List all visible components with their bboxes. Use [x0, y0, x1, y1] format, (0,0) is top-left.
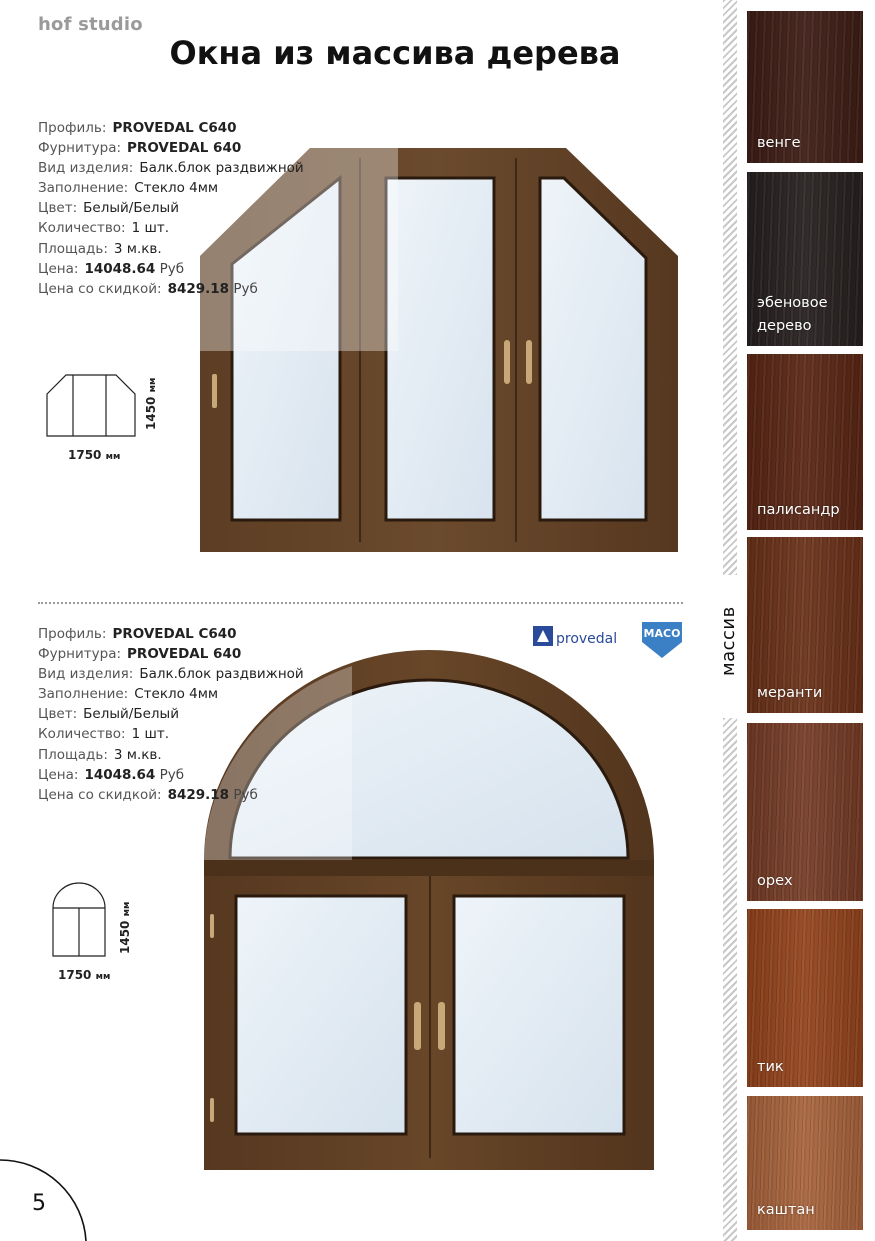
swatch-name: палисандр	[757, 502, 840, 518]
wood-swatch[interactable]	[747, 1096, 863, 1230]
spec-type: Вид изделия: Балк.блок раздвижной	[38, 160, 304, 177]
swatch-name: орех	[757, 873, 793, 889]
brand-name: hof studio	[38, 14, 143, 35]
spec-area: Площадь: 3 м.кв.	[38, 240, 162, 257]
spec-hardware: Фурнитура: PROVEDAL 640	[38, 140, 242, 157]
page-title: Окна из массива дерева	[169, 34, 621, 72]
swatch-name: тик	[757, 1059, 784, 1075]
page-number: 5	[32, 1191, 46, 1216]
width-dimension-2: 1750 мм	[58, 968, 111, 982]
swatch-name: эбеновое дерево	[757, 295, 828, 334]
decorative-stripe-top	[723, 0, 737, 575]
maco-logo-text: MACO	[643, 627, 681, 640]
spec-price: Цена: 14048.64 Руб	[38, 766, 185, 783]
product-2-specs	[38, 624, 304, 805]
spec-filling: Заполнение: Стекло 4мм	[38, 180, 219, 197]
decorative-stripe-bottom	[723, 718, 737, 1241]
wood-swatch[interactable]	[747, 909, 863, 1087]
wood-swatch[interactable]	[747, 354, 863, 530]
section-side-label: массив	[718, 606, 739, 676]
page-corner-arc	[0, 1156, 92, 1241]
height-dimension-1: 1450 мм	[144, 377, 158, 430]
width-dimension-1: 1750 мм	[68, 448, 121, 462]
spec-area: Площадь: 3 м.кв.	[38, 746, 162, 763]
spec-discount-price: Цена со скидкой: 8429.18 Руб	[38, 280, 258, 297]
spec-filling: Заполнение: Стекло 4мм	[38, 686, 219, 703]
window-schematic-1	[46, 374, 136, 438]
swatch-name: каштан	[757, 1202, 815, 1218]
spec-price: Цена: 14048.64 Руб	[38, 260, 185, 277]
maco-logo	[640, 620, 684, 660]
wood-swatch[interactable]	[747, 172, 863, 346]
spec-profile: Профиль: PROVEDAL C640	[38, 626, 237, 642]
section-divider	[38, 602, 683, 604]
provedal-logo-text: provedal	[556, 631, 618, 647]
wood-swatch[interactable]	[747, 723, 863, 901]
swatch-name: меранти	[757, 685, 823, 701]
product-1-specs	[38, 118, 304, 299]
wood-swatch[interactable]	[747, 537, 863, 713]
swatch-name: венге	[757, 135, 801, 151]
spec-type: Вид изделия: Балк.блок раздвижной	[38, 666, 304, 683]
spec-color: Цвет: Белый/Белый	[38, 706, 179, 723]
spec-discount-price: Цена со скидкой: 8429.18 Руб	[38, 786, 258, 803]
spec-hardware: Фурнитура: PROVEDAL 640	[38, 646, 242, 663]
provedal-logo	[532, 622, 628, 652]
height-dimension-2: 1450 мм	[118, 901, 132, 954]
window-schematic-2	[52, 882, 106, 958]
wood-swatch[interactable]	[747, 11, 863, 163]
spec-quantity: Количество: 1 шт.	[38, 220, 169, 237]
spec-color: Цвет: Белый/Белый	[38, 200, 179, 217]
spec-profile: Профиль: PROVEDAL C640	[38, 120, 237, 136]
spec-quantity: Количество: 1 шт.	[38, 726, 169, 743]
